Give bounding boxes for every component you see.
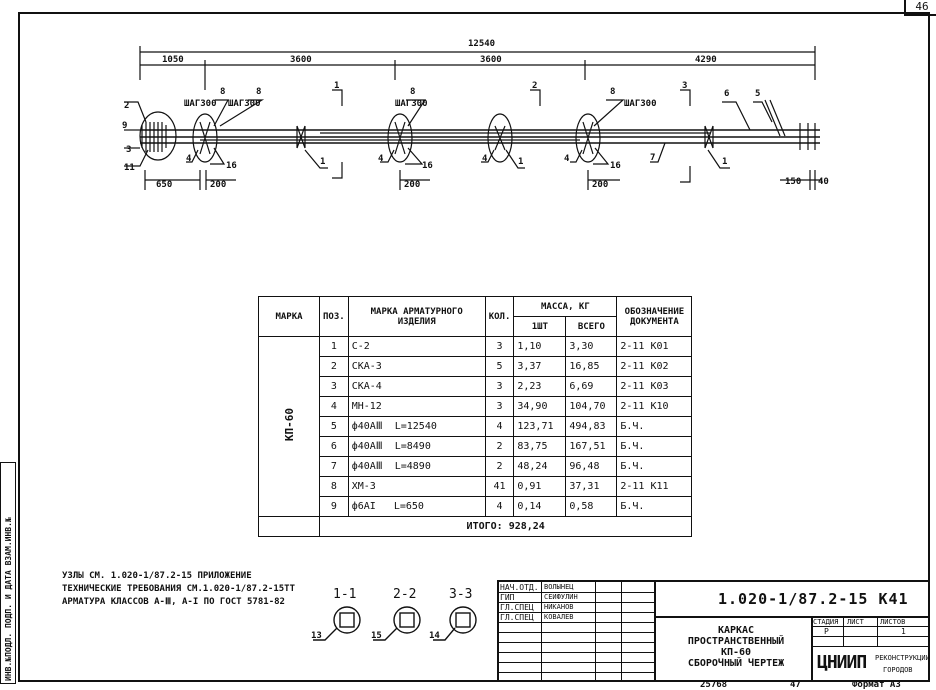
cell-name: ф40АⅢ L=12540 xyxy=(348,417,485,437)
cell-qty: 3 xyxy=(485,397,514,417)
cell-name: ф40АⅢ L=8490 xyxy=(348,437,485,457)
cell-doc: 2-11 К10 xyxy=(617,397,692,417)
label-pos-3: 3 xyxy=(126,145,132,155)
table-row xyxy=(259,357,692,377)
cell-mass-one: 0,91 xyxy=(514,477,566,497)
dim-4290: 4290 xyxy=(695,55,717,65)
label-pos-8b: 8 xyxy=(256,87,262,97)
section-2-pos: 15 xyxy=(371,631,382,641)
cell-mass-one: 2,23 xyxy=(514,377,566,397)
cell-name: ф6АI L=650 xyxy=(348,497,485,517)
section-1-pos: 13 xyxy=(311,631,322,641)
cell-qty: 4 xyxy=(485,417,514,437)
cell-name: ХМ-3 xyxy=(348,477,485,497)
cell-doc: 2-11 К03 xyxy=(617,377,692,397)
cell-mass-all: 104,70 xyxy=(566,397,617,417)
document-code: 1.020-1/87.2-15 К41 xyxy=(718,590,909,608)
assembly-drawing xyxy=(110,30,830,200)
cell-doc: Б.Ч. xyxy=(617,497,692,517)
table-row xyxy=(259,437,692,457)
sheet-value: 1 xyxy=(901,627,906,636)
side-strip-text: ИНВ.№ПОДЛ. ПОДП. И ДАТА ВЗАМ.ИНВ.№ xyxy=(4,517,13,681)
label-step-3: ШАГ300 xyxy=(395,99,428,109)
note-line: УЗЛЫ СМ. 1.020-1/87.2-15 ПРИЛОЖЕНИЕ xyxy=(62,571,252,581)
cell-mass-all: 16,85 xyxy=(566,357,617,377)
name-3: НИКАНОВ xyxy=(544,603,574,611)
cell-mass-all: 0,58 xyxy=(566,497,617,517)
role-4: ГЛ.СПЕЦ xyxy=(500,613,534,622)
note-line: ТЕХНИЧЕСКИЕ ТРЕБОВАНИЯ СМ.1.020-1/87.2-15ТТ xyxy=(62,584,295,594)
cell-mass-one: 1,10 xyxy=(514,337,566,357)
label-section-3: 3 xyxy=(682,81,688,91)
cell-doc: 2-11 К02 xyxy=(617,357,692,377)
header-mark: МАРКА xyxy=(259,297,320,337)
label-pos-11: 11 xyxy=(124,163,135,173)
header-mass-all: ВСЕГО xyxy=(566,317,617,337)
inventory-number: 25768 xyxy=(700,680,728,690)
table-row xyxy=(259,397,692,417)
label-pos-8d: 8 xyxy=(610,87,616,97)
mark-value: КП-60 xyxy=(282,408,296,442)
cell-doc: 2-11 К01 xyxy=(617,337,692,357)
label-pos-4b: 4 xyxy=(378,154,384,164)
cell-qty: 5 xyxy=(485,357,514,377)
dim-200-a: 200 xyxy=(210,180,227,190)
name-1: ВОЛЫНЕЦ xyxy=(544,583,574,591)
dim-150: 150 xyxy=(785,177,802,187)
cell-pos: 5 xyxy=(320,417,349,437)
label-pos-4c: 4 xyxy=(482,154,488,164)
section-1-label: 1-1 xyxy=(333,587,357,602)
format-label: Формат А3 xyxy=(852,680,901,690)
cell-pos: 8 xyxy=(320,477,349,497)
cell-mass-one: 3,37 xyxy=(514,357,566,377)
cell-name: СКА-4 xyxy=(348,377,485,397)
cell-mass-all: 96,48 xyxy=(566,457,617,477)
label-pos-1a: 1 xyxy=(320,157,326,167)
notes xyxy=(62,570,295,609)
label-pos-8c: 8 xyxy=(410,87,416,97)
label-pos-1b: 1 xyxy=(518,157,524,167)
label-step-1: ШАГ300 xyxy=(184,99,217,109)
cell-name: С-2 xyxy=(348,337,485,357)
table-row xyxy=(259,497,692,517)
cell-doc: Б.Ч. xyxy=(617,417,692,437)
cell-mass-all: 3,30 xyxy=(566,337,617,357)
header-mass-one: 1ШТ xyxy=(514,317,566,337)
cell-name: МН-12 xyxy=(348,397,485,417)
label-pos-16a: 16 xyxy=(226,161,237,171)
label-pos-16c: 16 xyxy=(610,161,621,171)
sheet-header: ЛИСТ xyxy=(847,618,864,626)
cell-mass-one: 123,71 xyxy=(514,417,566,437)
cell-mass-one: 34,90 xyxy=(514,397,566,417)
label-pos-6: 6 xyxy=(724,89,730,99)
label-step-4: ШАГ300 xyxy=(624,99,657,109)
cell-pos: 2 xyxy=(320,357,349,377)
section-2-label: 2-2 xyxy=(393,587,417,602)
cell-name: СКА-3 xyxy=(348,357,485,377)
label-pos-4d: 4 xyxy=(564,154,570,164)
stage-value: Р xyxy=(824,627,829,636)
cell-name: ф40АⅢ L=4890 xyxy=(348,457,485,477)
dim-1050: 1050 xyxy=(162,55,184,65)
cell-qty: 41 xyxy=(485,477,514,497)
cell-mass-all: 6,69 xyxy=(566,377,617,397)
cell-doc: 2-11 К11 xyxy=(617,477,692,497)
label-pos-16b: 16 xyxy=(422,161,433,171)
stage-header: СТАДИЯ xyxy=(813,618,839,626)
header-pos: ПОЗ. xyxy=(320,297,349,337)
dim-200-c: 200 xyxy=(592,180,609,190)
cell-mass-all: 167,51 xyxy=(566,437,617,457)
label-pos-9: 9 xyxy=(122,121,128,131)
cell-qty: 4 xyxy=(485,497,514,517)
label-pos-5: 5 xyxy=(755,89,761,99)
label-section-1: 1 xyxy=(334,81,340,91)
dim-3600-a: 3600 xyxy=(290,55,312,65)
dim-200-b: 200 xyxy=(404,180,421,190)
cell-pos: 4 xyxy=(320,397,349,417)
cell-pos: 7 xyxy=(320,457,349,477)
role-3: ГЛ.СПЕЦ xyxy=(500,603,534,612)
cell-mass-all: 37,31 xyxy=(566,477,617,497)
product-title: КАРКАС ПРОСТРАНСТВЕННЫЙ КП-60 СБОРОЧНЫЙ ЧЕРТЕЖ xyxy=(687,625,785,669)
cell-qty: 3 xyxy=(485,377,514,397)
section-3-label: 3-3 xyxy=(449,587,473,602)
table-row xyxy=(259,337,692,357)
page-number: 47 xyxy=(790,680,801,690)
org-sub-1: РЕКОНСТРУКЦИИ xyxy=(875,654,930,662)
sheet-number: 46 xyxy=(904,0,936,16)
side-strip xyxy=(0,462,16,684)
cell-pos: 9 xyxy=(320,497,349,517)
cell-mass-one: 83,75 xyxy=(514,437,566,457)
dim-40: 40 xyxy=(818,177,829,187)
role-2: ГИП xyxy=(500,593,515,602)
cell-qty: 2 xyxy=(485,457,514,477)
org-sub-2: ГОРОДОВ xyxy=(883,666,913,674)
label-section-2: 2 xyxy=(532,81,538,91)
table-row xyxy=(259,457,692,477)
dim-650: 650 xyxy=(156,180,173,190)
header-doc: ОБОЗНАЧЕНИЕ ДОКУМЕНТА xyxy=(617,297,692,337)
name-2: СЕЙФУЛИН xyxy=(544,593,578,601)
note-line: АРМАТУРА КЛАССОВ А-Ⅲ, А-I ПО ГОСТ 5781-82 xyxy=(62,597,285,607)
table-row xyxy=(259,377,692,397)
cell-qty: 3 xyxy=(485,337,514,357)
label-pos-2: 2 xyxy=(124,101,130,111)
dim-3600-b: 3600 xyxy=(480,55,502,65)
table-row xyxy=(259,417,692,437)
label-pos-1c: 1 xyxy=(722,157,728,167)
label-pos-4a: 4 xyxy=(186,154,192,164)
section-3-pos: 14 xyxy=(429,631,440,641)
cell-mass-all: 494,83 xyxy=(566,417,617,437)
header-mass: МАССА, КГ xyxy=(514,297,617,317)
cell-mass-one: 0,14 xyxy=(514,497,566,517)
dim-overall: 12540 xyxy=(468,39,496,49)
cell-mass-one: 48,24 xyxy=(514,457,566,477)
cell-pos: 1 xyxy=(320,337,349,357)
cell-pos: 6 xyxy=(320,437,349,457)
label-pos-7: 7 xyxy=(650,153,656,163)
cell-doc: Б.Ч. xyxy=(617,437,692,457)
cell-qty: 2 xyxy=(485,437,514,457)
role-1: НАЧ.ОТД. xyxy=(500,583,539,592)
sheets-header: ЛИСТОВ xyxy=(880,618,906,626)
header-qty: КОЛ. xyxy=(485,297,514,337)
table-total: ИТОГО: 928,24 xyxy=(320,517,692,537)
specification-table xyxy=(258,296,692,537)
sections xyxy=(305,578,485,648)
table-row xyxy=(259,477,692,497)
name-4: КОВАЛЕВ xyxy=(544,613,574,621)
label-step-2: ШАГ300 xyxy=(228,99,261,109)
cell-pos: 3 xyxy=(320,377,349,397)
header-item: МАРКА АРМАТУРНОГО ИЗДЕЛИЯ xyxy=(348,297,485,337)
label-pos-8a: 8 xyxy=(220,87,226,97)
cell-doc: Б.Ч. xyxy=(617,457,692,477)
org-logo: ЦНИИП xyxy=(817,652,867,673)
